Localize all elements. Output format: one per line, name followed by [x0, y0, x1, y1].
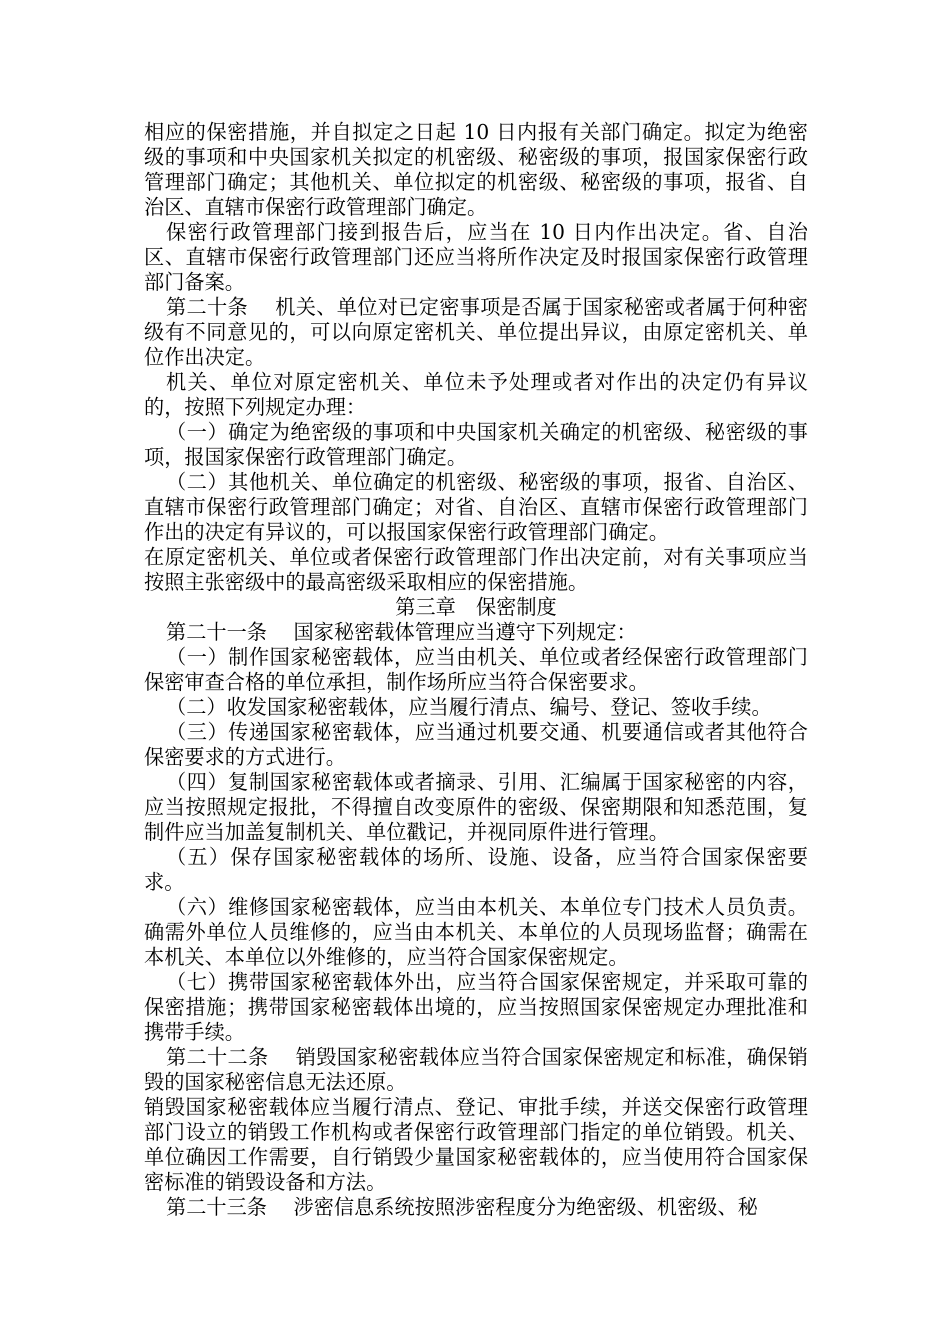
article-22: 第二十二条 销毁国家秘密载体应当符合国家保密规定和标准，确保销毁的国家秘密信息无法还原。: [144, 1045, 808, 1094]
list-item-5: （五）保存国家秘密载体的场所、设施、设备，应当符合国家保密要求。: [144, 845, 808, 894]
list-item-7: （七）携带国家秘密载体外出，应当符合国家保密规定，并采取可靠的保密措施；携带国家秘密载体出境的，应当按照国家保密规定办理批准和携带手续。: [144, 970, 808, 1044]
list-item-1: （一）确定为绝密级的事项和中央国家机关确定的机密级、秘密级的事项，报国家保密行政管理部门确定。: [144, 420, 808, 469]
document-page: [144, 120, 808, 1220]
paragraph-objection: 机关、单位对原定密机关、单位未予处理或者对作出的决定仍有异议的，按照下列规定办理：: [144, 370, 808, 419]
list-item-4: （四）复制国家秘密载体或者摘录、引用、汇编属于国家秘密的内容，应当按照规定报批，不得擅自改变原件的密级、保密期限和知悉范围，复制件应当加盖复制机关、单位戳记，并视同原件进行管理。: [144, 770, 808, 844]
list-item-3: （三）传递国家秘密载体，应当通过机要交通、机要通信或者其他符合保密要求的方式进行。: [144, 720, 808, 769]
paragraph-interim-measures: 在原定密机关、单位或者保密行政管理部门作出决定前，对有关事项应当按照主张密级中的最高密级采取相应的保密措施。: [144, 545, 808, 594]
article-20: 第二十条 机关、单位对已定密事项是否属于国家秘密或者属于何种密级有不同意见的，可以向原定密机关、单位提出异议，由原定密机关、单位作出决定。: [144, 295, 808, 369]
chapter-heading: 第三章 保密制度: [395, 595, 557, 619]
list-item-1: （一）制作国家秘密载体，应当由机关、单位或者经保密行政管理部门保密审查合格的单位承担，制作场所应当符合保密要求。: [144, 645, 808, 694]
paragraph-continuation: 相应的保密措施，并自拟定之日起 10 日内报有关部门确定。拟定为绝密级的事项和中央国家机关拟定的机密级、秘密级的事项，报国家保密行政管理部门确定；其他机关、单位拟定的机密级、秘密级的事项，报省、自治区、直辖市保密行政管理部门确定。: [144, 120, 808, 219]
article-21: 第二十一条 国家秘密载体管理应当遵守下列规定：: [166, 620, 637, 644]
list-item-2: （二）其他机关、单位确定的机密级、秘密级的事项，报省、自治区、直辖市保密行政管理部门确定；对省、自治区、直辖市保密行政管理部门作出的决定有异议的，可以报国家保密行政管理部门确定。: [144, 470, 808, 544]
list-item-6: （六）维修国家秘密载体，应当由本机关、本单位专门技术人员负责。确需外单位人员维修的，应当由本机关、本单位的人员现场监督；确需在本机关、本单位以外维修的，应当符合国家保密规定。: [144, 895, 808, 969]
article-23: 第二十三条 涉密信息系统按照涉密程度分为绝密级、机密级、秘: [166, 1195, 758, 1219]
list-item-2: （二）收发国家秘密载体，应当履行清点、编号、登记、签收手续。: [166, 695, 772, 719]
paragraph-decision-deadline: 保密行政管理部门接到报告后，应当在 10 日内作出决定。省、自治区、直辖市保密行政管理部门还应当将所作决定及时报国家保密行政管理部门备案。: [144, 220, 808, 294]
paragraph-destruction: 销毁国家秘密载体应当履行清点、登记、审批手续，并送交保密行政管理部门设立的销毁工作机构或者保密行政管理部门指定的单位销毁。机关、单位确因工作需要，自行销毁少量国家秘密载体的，应当使用符合国家保密标准的销毁设备和方法。: [144, 1095, 808, 1194]
